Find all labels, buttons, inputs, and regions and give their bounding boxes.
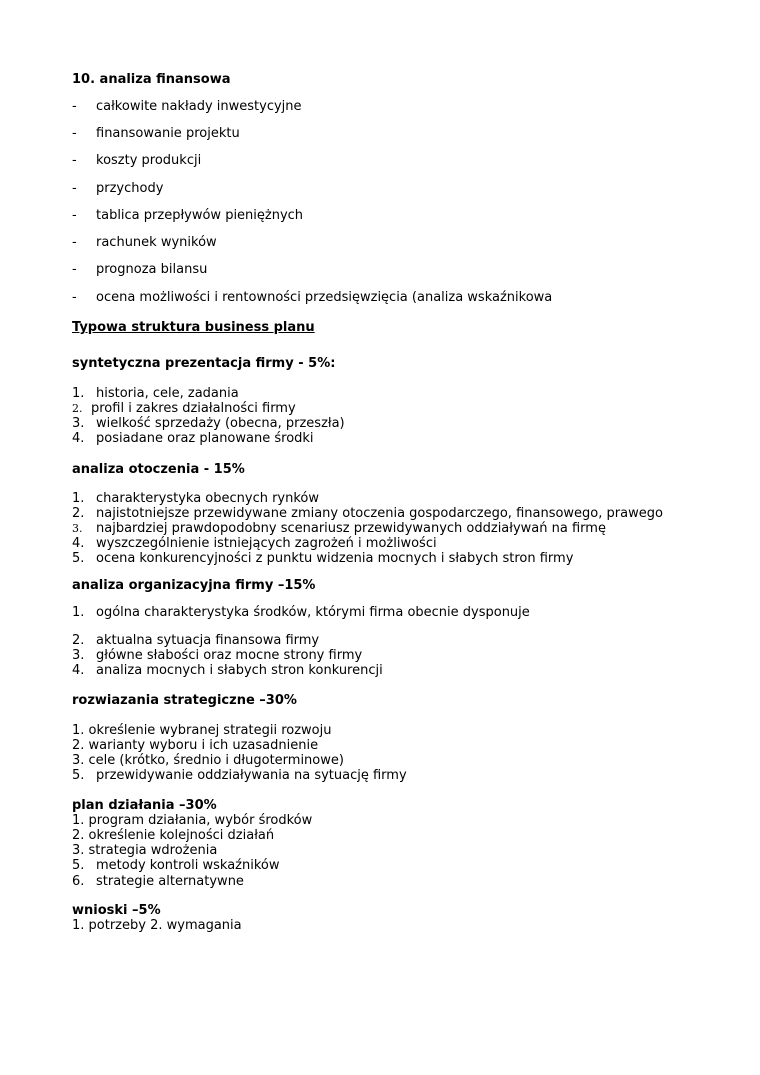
list-item-text: posiadane oraz planowane środki xyxy=(96,431,314,446)
list-item xyxy=(72,506,663,521)
section-heading: analiza organizacyjna firmy –15% xyxy=(72,578,316,593)
bullet-dash: - xyxy=(72,290,77,305)
list-item xyxy=(72,768,407,783)
list-item xyxy=(72,401,296,416)
list-item-text: wielkość sprzedaży (obecna, przeszła) xyxy=(96,416,345,431)
list-item: 1. program działania, wybór środków xyxy=(72,813,313,828)
list-item-text: finansowanie projektu xyxy=(96,126,240,141)
list-item-text: wyszczególnienie istniejących zagrożeń i możliwości xyxy=(96,536,437,551)
item-number: 1. xyxy=(72,605,85,620)
structure-title: Typowa struktura business planu xyxy=(72,320,315,335)
item-number: 5. xyxy=(72,768,85,783)
list-item xyxy=(72,521,606,536)
item-number: 3. xyxy=(72,648,85,663)
section-heading: wnioski –5% xyxy=(72,903,161,918)
list-item xyxy=(72,431,314,446)
list-item xyxy=(72,633,319,648)
bullet-dash: - xyxy=(72,208,77,223)
list-item xyxy=(0,99,760,114)
bullet-dash: - xyxy=(72,99,77,114)
list-item xyxy=(0,290,760,305)
list-item xyxy=(0,235,760,250)
list-item: 2. określenie kolejności działań xyxy=(72,828,275,843)
list-item: 2. warianty wyboru i ich uzasadnienie xyxy=(72,738,319,753)
item-number: 2. xyxy=(72,506,85,521)
item-number: 2. xyxy=(72,633,85,648)
list-item-text: historia, cele, zadania xyxy=(96,386,239,401)
item-number: 5. xyxy=(72,551,85,566)
list-item xyxy=(72,386,239,401)
item-number: 2. xyxy=(72,402,83,415)
list-item-text: przychody xyxy=(96,181,164,196)
item-number: 1. xyxy=(72,491,85,506)
list-item xyxy=(0,126,760,141)
list-item xyxy=(72,491,319,506)
list-item xyxy=(72,663,383,678)
list-item-text: tablica przepływów pieniężnych xyxy=(96,208,304,223)
section-heading: analiza otoczenia - 15% xyxy=(72,462,245,477)
list-item-text: przewidywanie oddziaływania na sytuację firmy xyxy=(96,768,407,783)
list-item-text: ocena możliwości i rentowności przedsięwzięcia (analiza wskaźnikowa xyxy=(96,290,553,305)
item-number: 6. xyxy=(72,874,85,889)
item-number: 4. xyxy=(72,431,85,446)
section-heading: 10. analiza finansowa xyxy=(72,72,231,87)
list-item: 1. potrzeby 2. wymagania xyxy=(72,918,242,933)
item-number: 3. xyxy=(72,522,83,535)
list-item xyxy=(0,181,760,196)
item-number: 4. xyxy=(72,536,85,551)
list-item xyxy=(72,874,244,889)
list-item-text: całkowite nakłady inwestycyjne xyxy=(96,99,302,114)
bullet-dash: - xyxy=(72,235,77,250)
list-item: 3. cele (krótko, średnio i długoterminowe) xyxy=(72,753,344,768)
list-item xyxy=(72,416,345,431)
list-item-text: analiza mocnych i słabych stron konkurencji xyxy=(96,663,383,678)
list-item xyxy=(0,208,760,223)
list-item-text: strategie alternatywne xyxy=(96,874,244,889)
bullet-dash: - xyxy=(72,153,77,168)
list-item-text: koszty produkcji xyxy=(96,153,202,168)
section-heading: plan działania –30% xyxy=(72,798,217,813)
list-item-text: rachunek wyników xyxy=(96,235,217,250)
list-item xyxy=(72,536,437,551)
bullet-dash: - xyxy=(72,262,77,277)
list-item xyxy=(0,262,760,277)
list-item-text: aktualna sytuacja finansowa firmy xyxy=(96,633,320,648)
list-item-text: ocena konkurencyjności z punktu widzenia mocnych i słabych stron firmy xyxy=(96,551,574,566)
section-heading: syntetyczna prezentacja firmy - 5%: xyxy=(72,356,336,371)
list-item: 3. strategia wdrożenia xyxy=(72,843,218,858)
list-item xyxy=(72,648,362,663)
bullet-dash: - xyxy=(72,126,77,141)
item-number: 4. xyxy=(72,663,85,678)
list-item-text: charakterystyka obecnych rynków xyxy=(96,491,320,506)
list-item: 1. określenie wybranej strategii rozwoju xyxy=(72,723,332,738)
item-number: 1. xyxy=(72,386,85,401)
list-item xyxy=(0,153,760,168)
list-item-text: profil i zakres działalności firmy xyxy=(91,401,296,416)
list-item-text: najbardziej prawdopodobny scenariusz przewidywanych oddziaływań na firmę xyxy=(96,521,606,536)
list-item-text: ogólna charakterystyka środków, którymi firma obecnie dysponuje xyxy=(96,605,530,620)
list-item-text: najistotniejsze przewidywane zmiany otoczenia gospodarczego, finansowego, prawego xyxy=(96,506,663,521)
section-heading: rozwiazania strategiczne –30% xyxy=(72,693,297,708)
list-item xyxy=(72,858,280,873)
bullet-dash: - xyxy=(72,181,77,196)
item-number: 3. xyxy=(72,416,85,431)
list-item-text: prognoza bilansu xyxy=(96,262,208,277)
list-item-text: główne słabości oraz mocne strony firmy xyxy=(96,648,363,663)
list-item xyxy=(72,551,573,566)
list-item-text: metody kontroli wskaźników xyxy=(96,858,280,873)
item-number: 5. xyxy=(72,858,85,873)
list-item xyxy=(72,605,530,620)
